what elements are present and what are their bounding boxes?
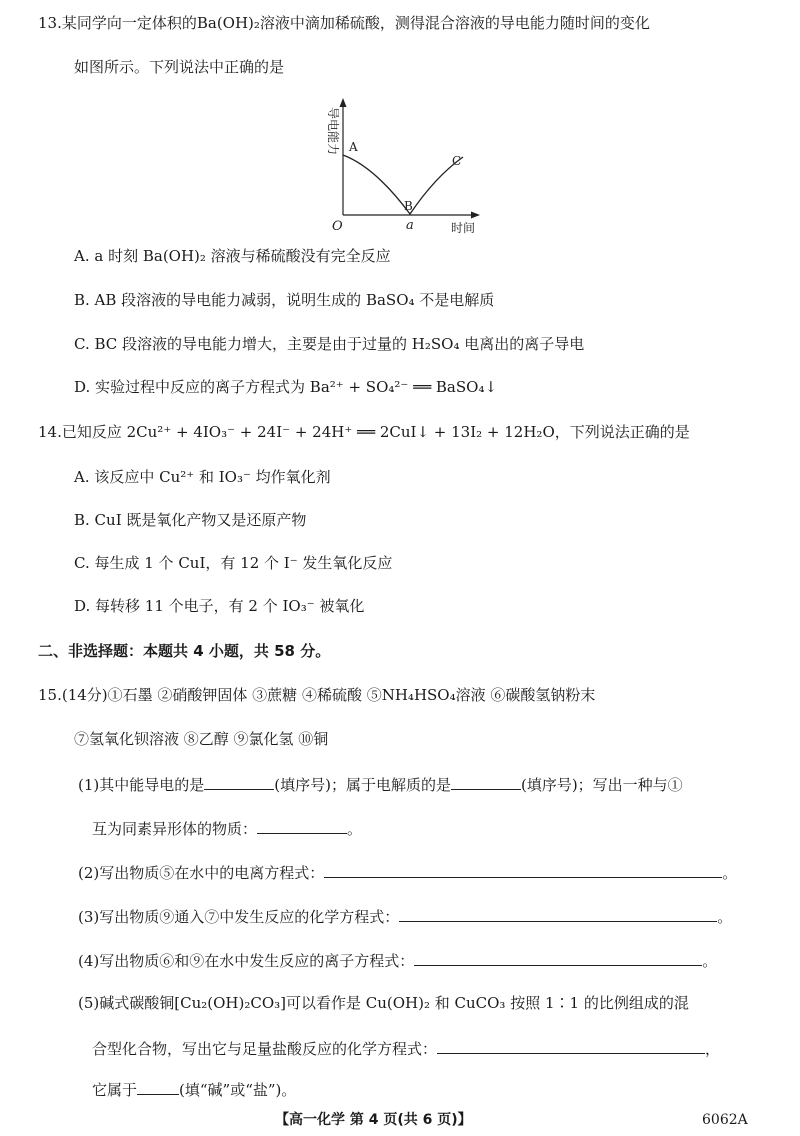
q15-p5-text-d: (填“碱”或“盐”)。 [179,1081,297,1099]
q15-part4 [78,949,717,971]
paper-code: 6062A [702,1112,748,1128]
q15-part3 [78,905,732,927]
answer-blank-electrolyte[interactable] [451,773,521,790]
conductivity-graph [305,95,505,245]
q13-option-a: A. a 时刻 Ba(OH)₂ 溶液与稀硫酸没有完全反应 [74,247,391,265]
period: 。 [717,908,733,926]
page-footer: 【高一化学 第 4 页(共 6 页)】 [275,1112,472,1128]
q15-p5-text-b: 合型化合物，写出它与足量盐酸反应的化学方程式： [92,1040,438,1058]
answer-blank-allotrope[interactable] [257,817,347,834]
q15-p1-text-a: (1)其中能导电的是 [78,776,205,794]
q14-option-a: A. 该反应中 Cu²⁺ 和 IO₃⁻ 均作氧化剂 [74,468,331,486]
answer-blank-category[interactable] [137,1078,179,1095]
q13-option-c: C. BC 段溶液的导电能力增大，主要是由于过量的 H₂SO₄ 电离出的离子导电 [74,335,585,353]
x-axis-label: 时间 [451,221,476,235]
q13-stem-line1: 13.某同学向一定体积的Ba(OH)₂溶液中滴加稀硫酸，测得混合溶液的导电能力随时间的变化 [38,14,650,32]
tick-a-label: a [406,218,414,233]
answer-blank-chemical-equation[interactable] [399,905,717,922]
q15-p1-text-b: (填序号)；属于电解质的是 [274,776,451,794]
q15-p1-text-d: 互为同素异形体的物质： [92,820,258,838]
point-b-label: B [404,199,413,213]
q15-part5-line3 [92,1078,296,1100]
period: 。 [347,820,363,838]
answer-blank-hcl-equation[interactable] [437,1037,705,1054]
q15-list-line1: 15.(14分)①石墨 ②硝酸钾固体 ③蔗糖 ④稀硫酸 ⑤NH₄HSO₄溶液 ⑥碳酸氢钠粉末 [38,686,596,704]
q15-p5-text-c: 它属于 [92,1081,138,1099]
q14-option-b: B. CuI 既是氧化产物又是还原产物 [74,511,307,529]
period: 。 [722,864,738,882]
point-c-label: C [452,154,462,168]
period: 。 [702,952,718,970]
q15-p4-text: (4)写出物质⑥和⑨在水中发生反应的离子方程式： [78,952,415,970]
answer-blank-ionization-equation[interactable] [324,861,722,878]
q14-stem: 14.已知反应 2Cu²⁺ + 4IO₃⁻ + 24I⁻ + 24H⁺ ══ 2CuI↓ + 13I₂ + 12H₂O，下列说法正确的是 [38,423,690,441]
q15-p3-text: (3)写出物质⑨通入⑦中发生反应的化学方程式： [78,908,400,926]
q15-part5-line2 [92,1037,720,1059]
q14-option-c: C. 每生成 1 个 CuI，有 12 个 I⁻ 发生氧化反应 [74,554,393,572]
q13-option-d: D. 实验过程中反应的离子方程式为 Ba²⁺ + SO₄²⁻ ══ BaSO₄↓ [74,378,498,396]
q15-part1-line2 [92,817,362,839]
conductivity-curve [343,155,463,214]
q15-p1-text-c: (填序号)；写出一种与① [520,776,683,794]
q15-list-line2: ⑦氢氧化钡溶液 ⑧乙醇 ⑨氯化氢 ⑩铜 [74,730,329,748]
q15-part2 [78,861,737,883]
answer-blank-ionic-equation[interactable] [414,949,702,966]
section-heading: 二、非选择题：本题共 4 小题，共 58 分。 [38,642,331,660]
q15-part1-line1 [78,773,683,795]
answer-blank-conductive[interactable] [204,773,274,790]
origin-label: O [332,219,343,234]
y-axis-label: 导电能力 [326,107,340,156]
q14-option-d: D. 每转移 11 个电子，有 2 个 IO₃⁻ 被氧化 [74,597,365,615]
q13-stem-line2: 如图所示。下列说法中正确的是 [74,58,285,76]
q15-p2-text: (2)写出物质⑤在水中的电离方程式： [78,864,325,882]
q13-option-b: B. AB 段溶液的导电能力减弱，说明生成的 BaSO₄ 不是电解质 [74,291,495,309]
q15-part5-line1: (5)碱式碳酸铜[Cu₂(OH)₂CO₃]可以看作是 Cu(OH)₂ 和 CuCO₃ 按照 1∶1 的比例组成的混 [78,994,689,1012]
comma: ， [705,1040,721,1058]
point-a-label: A [349,140,358,154]
